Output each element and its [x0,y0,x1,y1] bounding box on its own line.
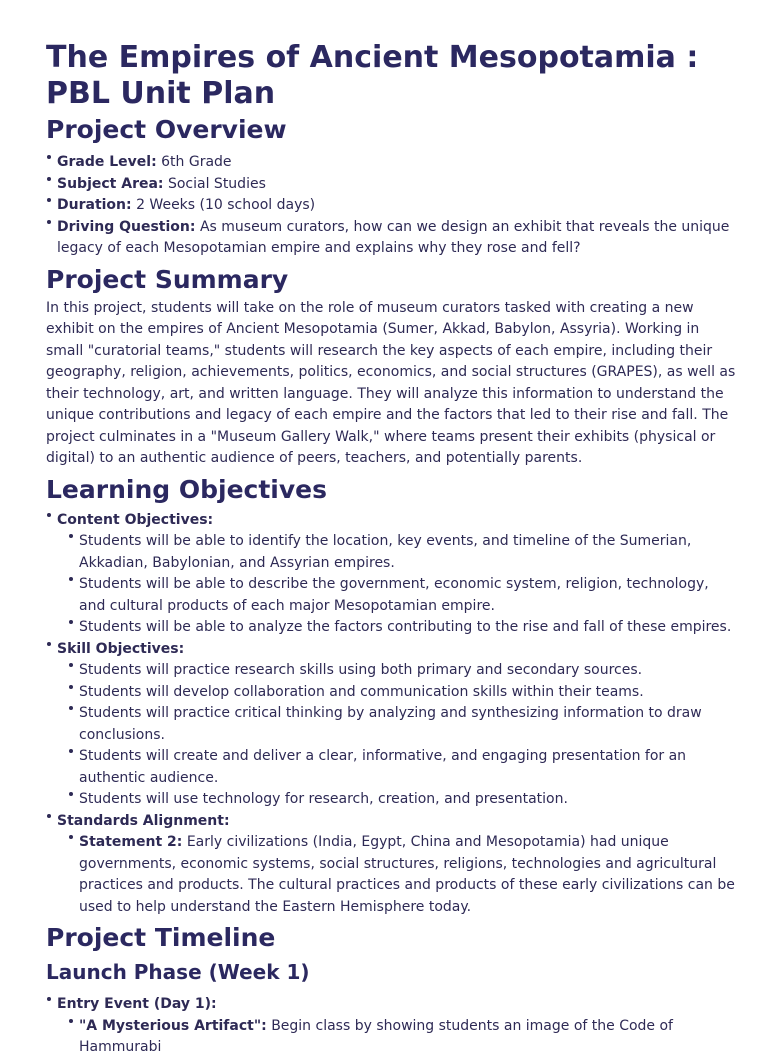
project-summary-text: In this project, students will take on the role of museum curators tasked with creating a new exhibit on the empires of Ancient Mesopotamia (Sumer, Akkad, Babylon, Assyria). Working in small "curatorial teams," students will research the key aspects of each empire, including their geography, religion, achievements, politics, economics, and social structures (GRAPES), as well as their technology, art, and written language. They will analyze this information to understand the unique contributions and legacy of each empire and the factors that led to their rise and fall. The project culminates in a "Museum Gallery Walk," where teams present their exhibits (physical or digital) to an authentic audience of peers, teachers, and potentially parents. [46,299,736,466]
list-item: Students will use technology for research, creation, and presentation. [68,789,736,811]
document-page [46,40,736,1059]
list-item: Students will practice research skills using both primary and secondary sources. [68,660,736,682]
list-item [68,832,736,918]
project-summary-heading: Project Summary [46,264,289,294]
statement-text: Early civilizations (India, Egypt, China and Mesopotamia) had unique governments, economic systems, social structures, religions, technologies and agricultural practices and products. The cultural practices and products of these early civilizations can be used to help understand the Eastern Hemisphere today. [79,834,735,915]
skill-objectives-list [57,660,736,811]
list-item [46,811,736,919]
list-item: Students will be able to analyze the factors contributing to the rise and fall of these empires. [68,617,736,639]
grade-level-label: Grade Level: [57,154,157,170]
content-objectives-list [57,531,736,639]
duration-value: 2 Weeks (10 school days) [136,197,316,213]
project-overview-heading: Project Overview [46,115,287,144]
driving-question-value: As museum curators, how can we design an exhibit that reveals the unique legacy of each Mesopotamian empire and explains why they rose and fell? [57,218,730,256]
grade-level-value: 6th Grade [161,154,232,170]
subject-area-value: Social Studies [167,175,266,192]
objectives-list [46,510,736,919]
content-objectives-label: Content Objectives: [57,511,214,528]
artifact-text: Begin class by showing students an image of the Code of Hammurabi [79,1017,673,1055]
list-item: Students will develop collaboration and communication skills within their teams. [68,682,736,704]
duration-label: Duration: [57,197,132,213]
document-title: The Empires of Ancient Mesopotamia : PBL Unit Plan [46,40,699,111]
learning-objectives-heading: Learning Objectives [46,474,327,504]
timeline-list [46,994,736,1059]
entry-event-list [57,1016,736,1059]
list-item: Students will create and deliver a clear, informative, and engaging presentation for an authentic audience. [68,746,736,789]
list-item [46,174,736,196]
list-item [46,217,736,260]
project-timeline-heading: Project Timeline [46,923,276,952]
list-item [68,1016,736,1059]
standards-alignment-label: Standards Alignment: [57,812,230,829]
list-item [46,994,736,1059]
subject-area-label: Subject Area: [57,175,164,192]
list-item [46,510,736,639]
standards-list [57,832,736,918]
list-item [46,639,736,811]
statement-label: Statement 2: [79,834,183,850]
list-item: Students will practice critical thinking by analyzing and synthesizing information to draw conclusions. [68,703,736,746]
list-item [46,152,736,174]
launch-phase-heading: Launch Phase (Week 1) [46,960,310,984]
skill-objectives-label: Skill Objectives: [57,640,185,657]
overview-list [46,152,736,260]
list-item: Students will be able to describe the government, economic system, religion, technology, and cultural products of each major Mesopotamian empire. [68,574,736,617]
list-item: Students will be able to identify the location, key events, and timeline of the Sumerian, Akkadian, Babylonian, and Assyrian empires. [68,531,736,574]
driving-question-label: Driving Question: [57,218,196,235]
artifact-label: "A Mysterious Artifact": [79,1017,267,1034]
list-item [46,195,736,217]
entry-event-label: Entry Event (Day 1): [57,996,217,1012]
